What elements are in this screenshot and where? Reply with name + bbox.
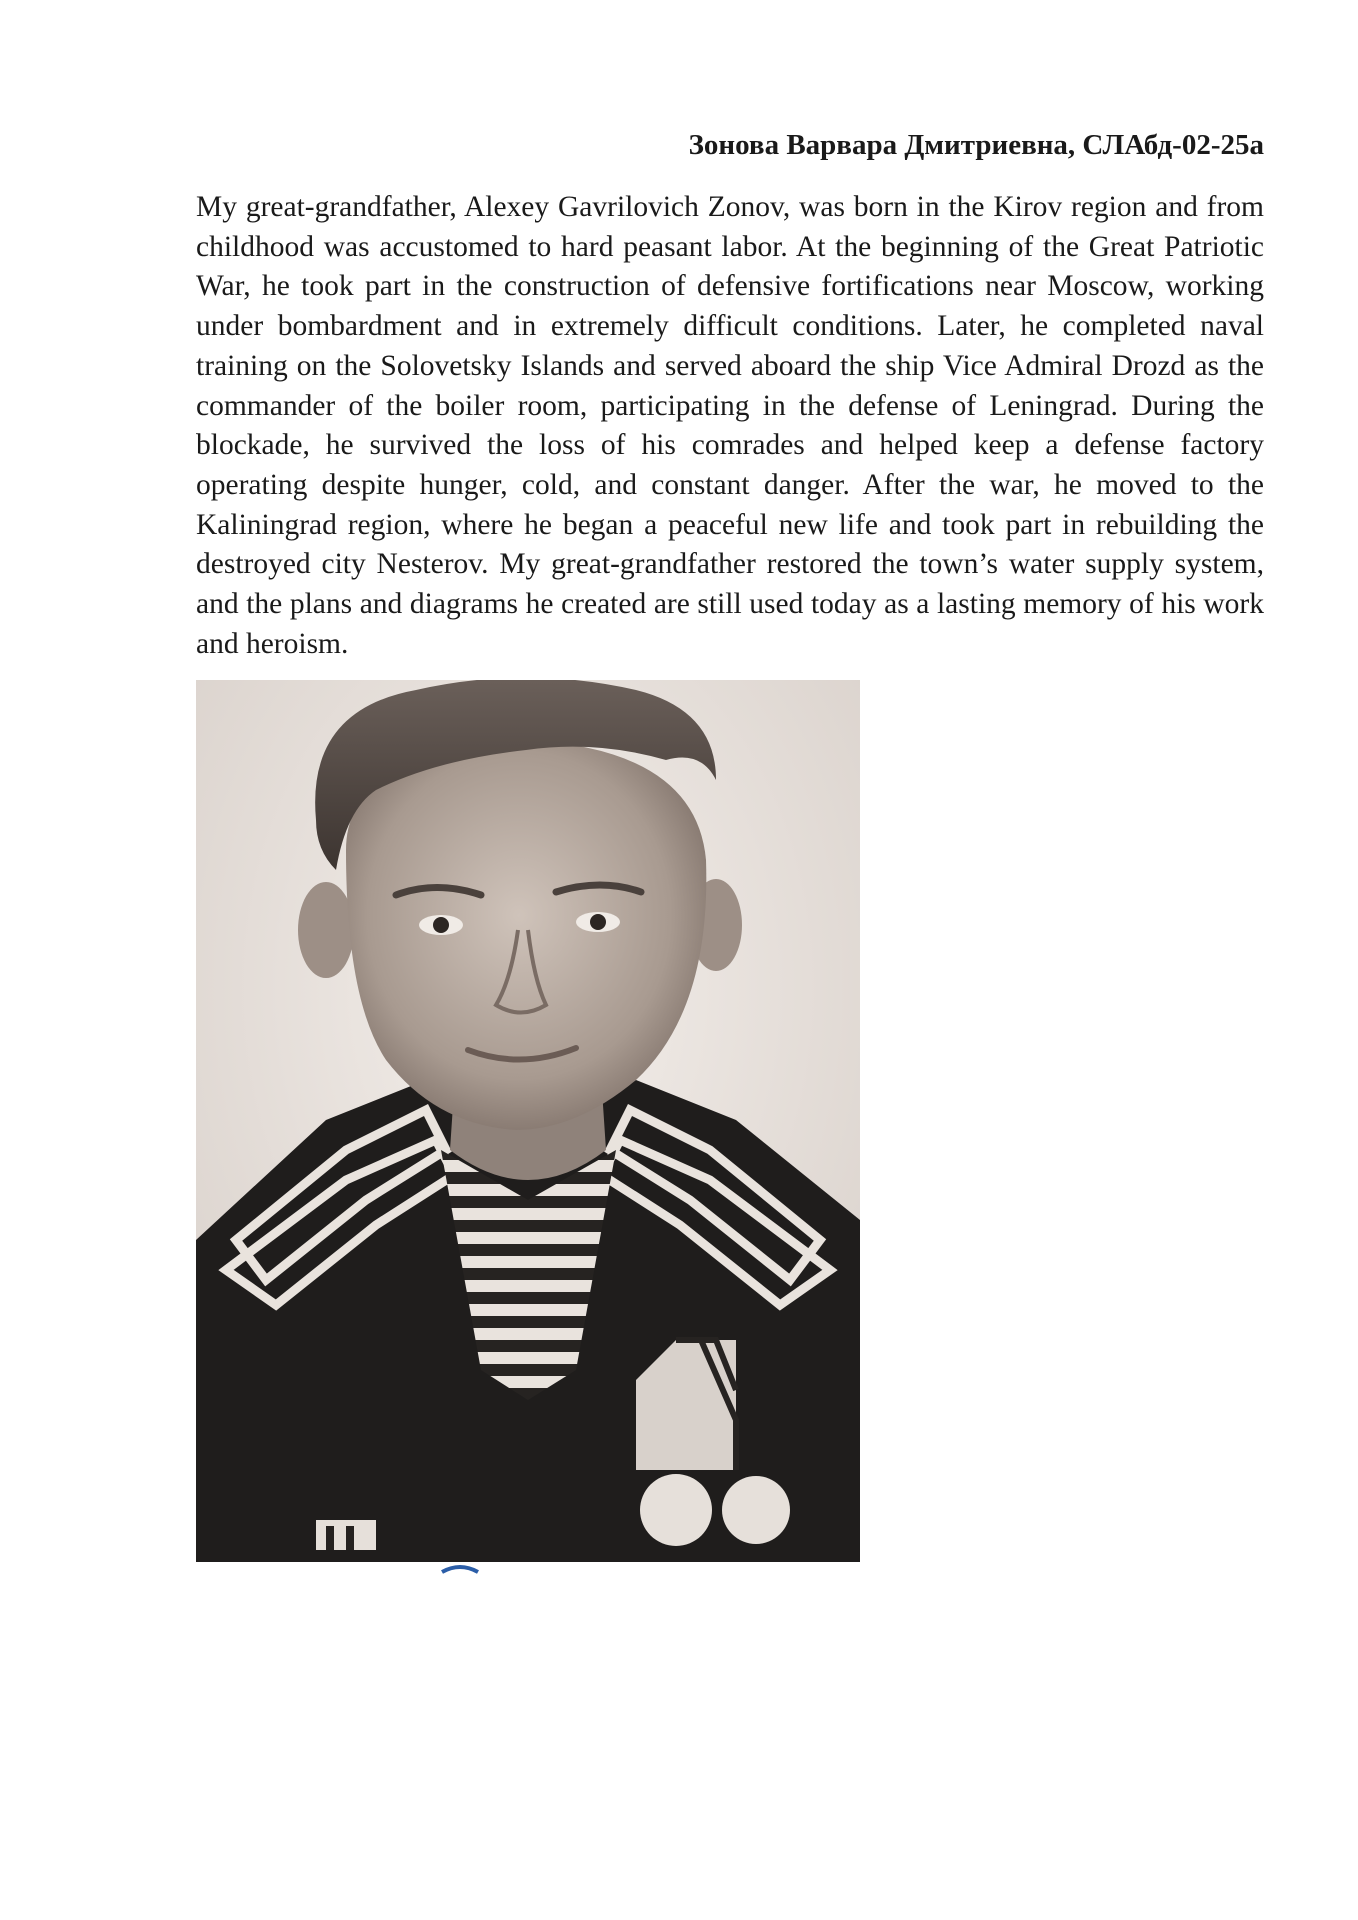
biography-paragraph: My great-grandfather, Alexey Gavrilovich Zonov, was born in the Kirov region and from childhood was accustomed to hard peasant labor. At the beginning of the Great Patriotic War, he took part in the construction of defensive fortifications near Moscow, working under bombardment and in extremely difficult conditions. Later, he completed naval training on the Solovetsky Islands and served aboard the ship Vice Admiral Drozd as the commander of the boiler room, participating in the defense of Leningrad. During the blockade, he survived the loss of his comrades and helped keep a defense factory operating despite hunger, cold, and constant danger. After the war, he moved to the Kaliningrad region, where he began a peaceful new life and took part in rebuilding the destroyed city Nesterov. My great-grandfather restored the town’s water supply system, and the plans and diagrams he created are still used today as a lasting memory of his work and heroism. xyxy=(196,191,1264,660)
portrait-photo-icon xyxy=(196,680,860,1562)
author-line: Зонова Варвара Дмитриевна, СЛАбд-02-25а xyxy=(688,129,1264,161)
portrait-photo xyxy=(196,680,860,1562)
blue-mark-icon xyxy=(440,1562,480,1574)
